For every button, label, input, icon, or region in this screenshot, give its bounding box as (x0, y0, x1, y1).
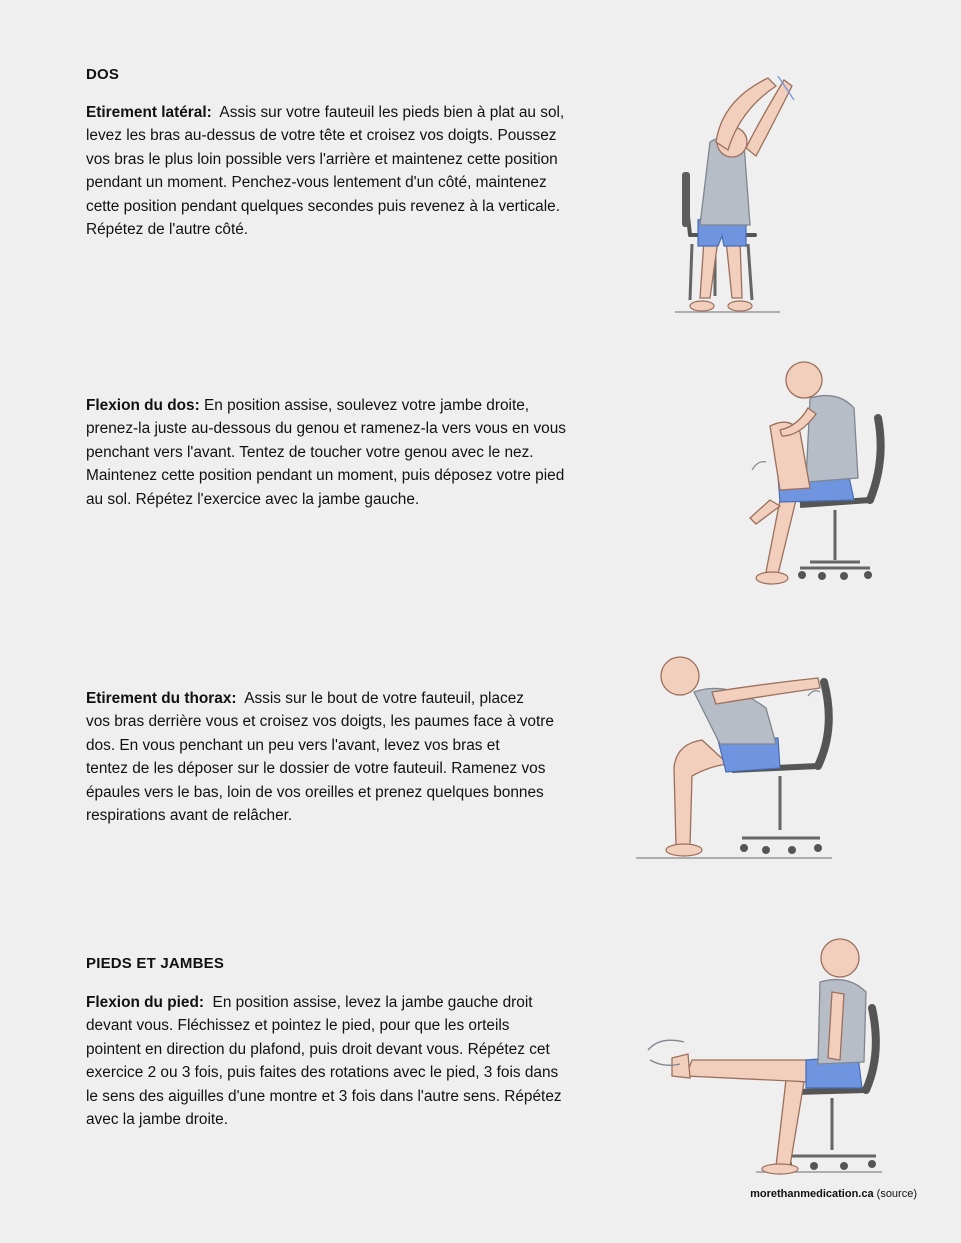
exercise-chest-stretch (86, 687, 554, 827)
section-title-feet-legs: PIEDS ET JAMBES (86, 955, 225, 972)
exercise-term: Etirement du thorax: (86, 690, 237, 707)
foot-flexion-illustration (636, 930, 886, 1178)
exercise-term: Flexion du dos: (86, 397, 200, 414)
exercise-text-line: épaules vers le bas, loin de vos oreilles et prenez quelques bonnes (86, 783, 544, 801)
exercise-text-line: penchant vers l'avant. Tentez de toucher votre genou avec le nez. (86, 443, 534, 461)
exercise-text-line: Assis sur votre fauteuil les pieds bien à plat au sol, (211, 104, 565, 121)
exercise-term: Flexion du pied: (86, 994, 204, 1011)
exercise-text-line: dos. En vous penchant un peu vers l'avant, levez vos bras et (86, 736, 500, 754)
exercise-text-line: le sens des aiguilles d'une montre et 3 fois dans l'autre sens. Répétez (86, 1087, 562, 1105)
exercise-text-line: tentez de les déposer sur le dossier de votre fauteuil. Ramenez vos (86, 760, 546, 778)
exercise-text-line: respirations avant de relâcher. (86, 807, 293, 825)
exercise-text-line: cette position pendant quelques secondes puis revenez à la verticale. (86, 197, 560, 215)
exercise-text-line: levez les bras au-dessus de votre tête et croisez vos doigts. Poussez (86, 127, 557, 145)
exercise-text-line: au sol. Répétez l'exercice avec la jambe gauche. (86, 490, 420, 508)
lateral-stretch-illustration (660, 60, 810, 322)
back-flexion-illustration (740, 350, 890, 590)
exercise-foot-flexion (86, 991, 562, 1131)
source-note: (source) (873, 1188, 917, 1200)
exercise-text-line: En position assise, soulevez votre jambe droite, (199, 397, 530, 414)
chest-stretch-illustration (632, 648, 842, 864)
exercise-text-line: Maintenez cette position pendant un moment, puis déposez votre pied (86, 467, 565, 485)
exercise-text-line: Répétez de l'autre côté. (86, 221, 249, 239)
exercise-text-line: pointent en direction du plafond, puis droit devant vous. Répétez cet (86, 1040, 550, 1058)
source-brand: morethanmedication.ca (750, 1188, 874, 1200)
exercise-text-line: exercice 2 ou 3 fois, puis faites des rotations avec le pied, 3 fois dans (86, 1064, 559, 1082)
exercise-back-flexion (86, 394, 566, 511)
exercise-text-line: prenez-la juste au-dessous du genou et ramenez-la vers vous en vous (86, 420, 566, 438)
exercise-text-line: pendant un moment. Penchez-vous lentement d'un côté, maintenez (86, 174, 547, 192)
exercise-term: Etirement latéral: (86, 104, 212, 121)
exercise-text-line: devant vous. Fléchissez et pointez le pied, pour que les orteils (86, 1017, 510, 1035)
exercise-text-line: vos bras le plus loin possible vers l'arrière et maintenez cette position (86, 150, 558, 168)
exercise-text-line: avec la jambe droite. (86, 1111, 229, 1129)
exercise-lateral-stretch (86, 101, 564, 241)
exercise-text-line: En position assise, levez la jambe gauche droit (204, 994, 533, 1011)
exercise-text-line: vos bras derrière vous et croisez vos doigts, les paumes face à votre (86, 713, 554, 731)
exercise-text-line: Assis sur le bout de votre fauteuil, placez (236, 690, 524, 707)
section-title-dos: DOS (86, 66, 120, 83)
source-credit (750, 1188, 917, 1200)
